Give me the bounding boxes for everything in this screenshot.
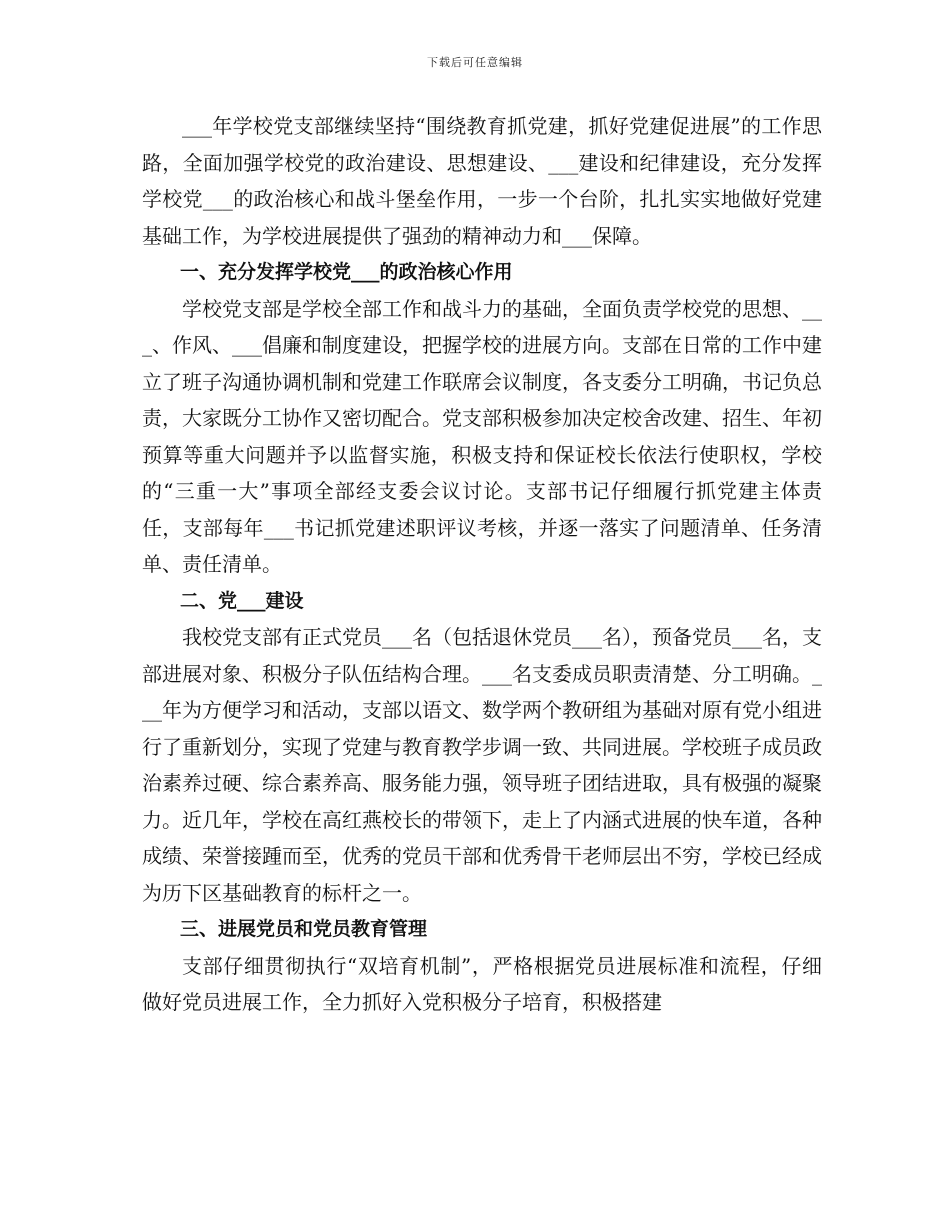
section-1-paragraph: 学校党支部是学校全部工作和战斗力的基础，全面负责学校党的思想、___、作风、___倡廉和制度建设，把握学校的进展方向。支部在日常的工作中建立了班子沟通协调机制和党建工作联席会议制度，各支委分工明确，书记负总责，大家既分工协作又密切配合。党支部积极参加决定校舍改建、招生、年初预算等重大问题并予以监督实施，积极支持和保证校长依法行使职权，学校的“三重一大”事项全部经支委会议讨论。支部书记仔细履行抓党建主体责任，支部每年___书记抓党建述职评议考核，并逐一落实了问题清单、任务清单、责任清单。 <box>142 296 822 576</box>
section-3-paragraph: 支部仔细贯彻执行“双培育机制”，严格根据党员进展标准和流程，仔细做好党员进展工作，全力抓好入党积极分子培育，积极搭建 <box>142 953 822 1014</box>
section-heading-1: 一、充分发挥学校党___的政治核心作用 <box>180 261 513 283</box>
download-edit-note: 下载后可任意编辑 <box>427 56 523 69</box>
intro-paragraph: ___年学校党支部继续坚持“围绕教育抓党建，抓好党建促进展”的工作思路，全面加强学校党的政治建设、思想建设、___建设和纪律建设，充分发挥学校党___的政治核心和战斗堡垒作用，一步一个台阶，扎扎实实地做好党建基础工作，为学校进展提供了强劲的精神动力和___保障。 <box>142 114 822 248</box>
section-2-paragraph: 我校党支部有正式党员___名（包括退休党员___名），预备党员___名，支部进展对象、积极分子队伍结构合理。___名支委成员职责清楚、分工明确。___年为方便学习和活动，支部以语文、数学两个教研组为基础对原有党小组进行了重新划分，实现了党建与教育教学步调一致、共同进展。学校班子成员政治素养过硬、综合素养高、服务能力强，领导班子团结进取，具有极强的凝聚力。近几年，学校在高红燕校长的带领下，走上了内涵式进展的快车道，各种成绩、荣誉接踵而至，优秀的党员干部和优秀骨干老师层出不穷，学校已经成为历下区基础教育的标杆之一。 <box>142 625 822 905</box>
document-body <box>142 108 822 1021</box>
section-heading-2: 二、党___建设 <box>180 589 304 612</box>
section-heading-3: 三、进展党员和党员教育管理 <box>180 918 428 940</box>
